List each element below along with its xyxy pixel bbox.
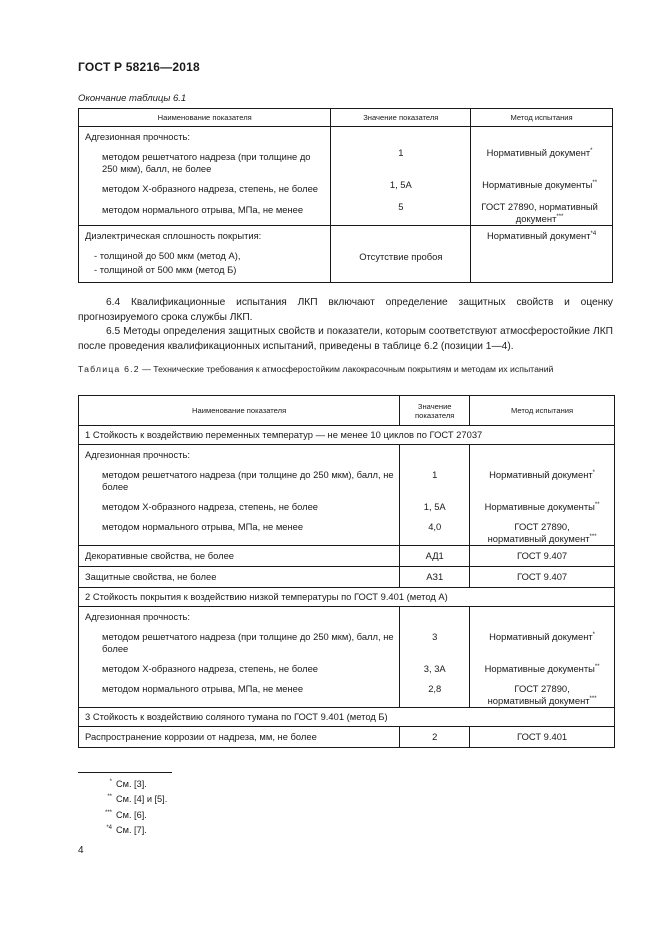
row-method: ГОСТ 27890, нормативный документ*** [481,201,598,224]
footnote: *4 См. [7]. [106,825,147,836]
row-label: Защитные свойства, не более [79,567,400,588]
row-label: методом X-образного надреза, степень, не более [102,501,319,512]
row-method: Нормативный документ$^{*4}$ [486,230,597,241]
paragraph-6-5: 6.5 Методы определения защитных свойств и показатели, которым соответствуют атмосферостойкие ЛКП после проведения квалификационных испытаний, приведены в таблице 6.2 (позиции 1—4). [78,326,613,352]
table-row [79,546,615,567]
column-header-name: Наименование показателя [79,109,331,127]
row-method: Нормативный документ* [489,469,596,480]
footnote: *** См. [6]. [104,809,147,820]
row-method: Нормативные документы** [484,501,600,512]
row-label: Декоративные свойства, не более [79,546,400,567]
section-row [79,426,615,445]
section-row [79,588,615,607]
row-method: Нормативный документ* [489,631,596,642]
table-6-2-caption: Таблица 6.2 — Технические требования к атмосферостойким лакокрасочным покрытиям и методам их испытаний [78,364,554,374]
section-title: 2 Стойкость покрытия к воздействию низкой температуры по ГОСТ 9.401 (метод А) [79,588,615,607]
column-header-value: Значение показателя [400,396,470,426]
footnotes [78,777,167,839]
table-6-2 [78,395,615,748]
row-value: 4,0 [428,521,442,532]
row-method: ГОСТ 9.407 [470,546,615,567]
table-row [79,607,615,708]
row-method: Нормативные документы** [482,179,598,190]
table-6-1-caption: Окончание таблицы 6.1 [78,93,187,104]
page-number: 4 [78,845,84,856]
group-title: Адгезионная прочность: [85,611,190,622]
group-title: Адгезионная прочность: [85,131,190,142]
row-method: Нормативный документ* [486,147,593,158]
row-value: 1, 5A [389,179,412,190]
row-value: 2 [400,727,470,748]
section-row [79,708,615,727]
list-item: - толщиной от 500 мкм (метод Б) [94,264,237,275]
column-header-method: Метод испытания [470,396,615,426]
row-value: 1 [432,469,438,480]
section-title: 3 Стойкость к воздействию соляного тумана по ГОСТ 9.401 (метод Б) [79,708,615,727]
row-value: 5 [398,201,404,212]
row-label: методом решетчатого надреза (при толщине до 250 мкм), балл, не более [102,631,394,654]
row-label: методом нормального отрыва, МПа, не менее [102,521,304,532]
footnote-divider [78,772,172,773]
footnote: * См. [3]. [109,778,147,789]
row-method: ГОСТ 27890, нормативный документ*** [487,521,597,544]
paragraph-6-4: 6.4 Квалификационные испытания ЛКП включают определение защитных свойств и оценку прогнозируемого срока службы ЛКП. [78,297,613,323]
group-title: Адгезионная прочность: [85,449,190,460]
column-header-value: Значение показателя [331,109,471,127]
group-title: Диэлектрическая сплошность покрытия: [85,230,262,241]
table-row [79,727,615,748]
section-title: 1 Стойкость к воздействию переменных температур — не менее 10 циклов по ГОСТ 27037 [79,426,615,445]
row-label: методом решетчатого надреза (при толщине до 250 мкм), балл, не более [102,151,311,174]
row-method: Нормативные документы** [484,663,600,674]
row-label: методом X-образного надреза, степень, не более [102,663,319,674]
row-value: АД1 [400,546,470,567]
table-row [79,445,615,546]
row-method: ГОСТ 9.407 [470,567,615,588]
list-item: - толщиной до 500 мкм (метод А), [94,250,241,261]
document-header: ГОСТ Р 58216—2018 [78,60,200,74]
row-value: 2,8 [428,683,442,694]
table-6-1 [78,108,613,283]
row-method: ГОСТ 27890, нормативный документ*** [487,683,597,706]
table-row [79,226,613,283]
body-paragraphs [78,296,613,354]
row-label: методом X-образного надреза, степень, не более [102,183,319,194]
row-label: методом нормального отрыва, МПа, не менее [102,683,304,694]
column-header-method: Метод испытания [471,109,613,127]
row-label: методом решетчатого надреза (при толщине до 250 мкм), балл, не более [102,469,394,492]
table-row [79,567,615,588]
row-value: 1, 5A [423,501,446,512]
column-header-name: Наименование показателя [79,396,400,426]
row-label: Распространение коррозии от надреза, мм, не более [79,727,400,748]
table-row [79,127,613,226]
footnote: ** См. [4] и [5]. [107,794,168,805]
row-value: 1 [398,147,404,158]
row-value: Отсутствие пробоя [359,251,443,262]
row-method: ГОСТ 9.401 [470,727,615,748]
row-value: 3 [432,631,438,642]
row-value: 3, 3A [423,663,446,674]
row-value: АЗ1 [400,567,470,588]
row-label: методом нормального отрыва, МПа, не менее [102,204,304,215]
